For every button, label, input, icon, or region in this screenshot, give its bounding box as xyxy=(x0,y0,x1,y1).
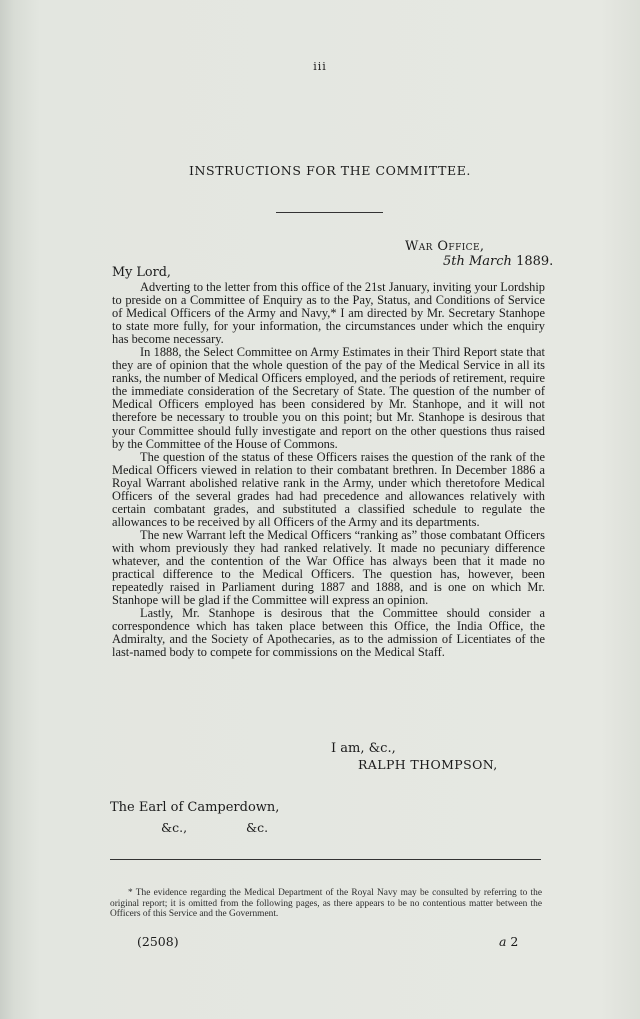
document-title: INSTRUCTIONS FOR THE COMMITTEE. xyxy=(188,163,471,178)
letter-office: War Office, xyxy=(405,239,485,254)
signature-mark-number: 2 xyxy=(506,934,519,949)
footnote xyxy=(110,888,542,920)
print-code: (2508) xyxy=(137,934,179,949)
paragraph: The question of the status of these Officers raises the question of the rank of the Medical Officers viewed in relation to their combatant brethren. In December 1886 a Royal Warrant abolished relative rank in the Army, under which theretofore Medical Officers of the several grades had had precedence and allowances relatively with certain combatant grades, and substituted a classified schedule to regulate the allowances to be received by all Officers of the Army and its departments. xyxy=(112,449,545,529)
recipient-etc-2: &c. xyxy=(246,820,269,835)
letter-body xyxy=(112,281,545,659)
title-divider xyxy=(276,212,383,213)
letter-date-day: 5th March xyxy=(443,254,512,269)
footnote-divider xyxy=(110,859,541,860)
paragraph: The new Warrant left the Medical Officers “ranking as” those combatant Officers with whom previously they had ranked relatively. It made no pecuniary difference whatever, and the contention of the War Office has always been that it made no practical difference to the Medical Officers. The question has, however, been repeatedly raised in Parliament during 1887 and 1888, and is one on which Mr. Stanhope will be glad if the Committee will express an opinion. xyxy=(112,527,545,608)
page-number: iii xyxy=(313,60,327,73)
signature-mark xyxy=(499,934,518,949)
letter-signature: RALPH THOMPSON, xyxy=(358,757,498,772)
footnote-text: * The evidence regarding the Medical Department of the Royal Navy may be consulted by referring to the original report; it is omitted from the following pages, as there appears to be no contentious matter between the Officers of this Service and the Government. xyxy=(110,888,542,920)
letter-recipient: The Earl of Camperdown, xyxy=(110,800,280,815)
paragraph: Adverting to the letter from this office of the 21st January, inviting your Lordship to preside on a Committee of Enquiry as to the Pay, Status, and Conditions of Service of Medical Officers of the Army and Navy,* I am directed by Mr. Secretary Stanhope to state more fully, for your information, the circumstances under which the enquiry has become necessary. xyxy=(112,280,545,347)
letter-date xyxy=(443,254,553,269)
recipient-etc-1: &c., xyxy=(161,820,188,835)
letter-signoff: I am, &c., xyxy=(331,741,396,756)
letter-date-year: 1889. xyxy=(511,254,554,269)
paragraph: Lastly, Mr. Stanhope is desirous that the Committee should consider a correspondence which has taken place between this Office, the India Office, the Admiralty, and the Society of Apothecaries, as to the admission of Licentiates of the last-named body to compete for commissions on the Medical Staff. xyxy=(112,606,545,660)
letter-salutation: My Lord, xyxy=(112,265,171,280)
paragraph: In 1888, the Select Committee on Army Estimates in their Third Report state that they are of opinion that the whole question of the pay of the Medical Service in all its ranks, the number of Medical Officers employed, and the periods of retirement, require the immediate consideration of the Secretary of State. The question of the number of Medical Officers employed has been considered by Mr. Stanhope, and it will not therefore be necessary to trouble you on this point; but Mr. Stanhope is desirous that your Committee should fully investigate and report on the other questions thus raised by the Committee of the House of Commons. xyxy=(112,345,545,451)
signature-mark-letter: a xyxy=(499,934,507,949)
